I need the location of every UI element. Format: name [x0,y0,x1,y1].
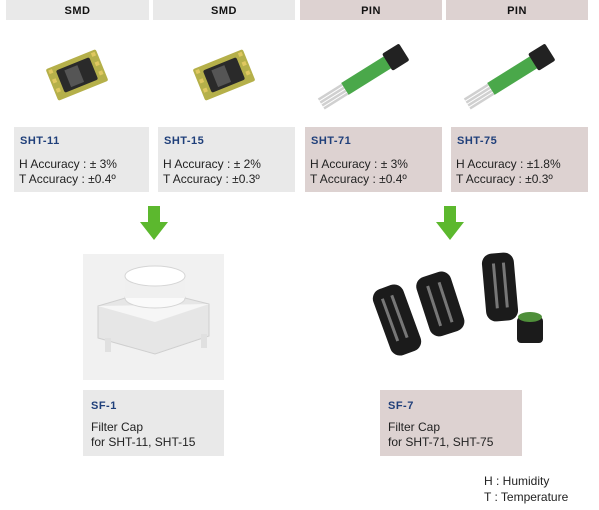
humidity-accuracy: H Accuracy : ±1.8% [456,157,561,171]
header-smd-2: SMD [153,0,295,20]
spec-card-sht15 [158,127,295,192]
cap-card-sf1 [83,390,224,456]
header-smd-1: SMD [6,0,149,20]
cap-model-name: SF-1 [91,400,117,412]
spec-card-sht11 [14,127,149,192]
sf7-filter-cap-image [352,245,550,385]
temperature-accuracy: T Accuracy : ±0.4º [310,172,407,186]
model-name: SHT-15 [164,135,205,147]
sht75-board-image [446,20,591,125]
header-pin-1: PIN [300,0,442,20]
down-arrow-icon [436,206,464,240]
legend-humidity: H : Humidity [484,474,550,488]
temperature-accuracy: T Accuracy : ±0.4º [19,172,116,186]
humidity-accuracy: H Accuracy : ± 3% [19,157,117,171]
cap-description: Filter Cap [91,420,144,434]
model-name: SHT-75 [457,135,498,147]
model-name: SHT-11 [20,135,60,147]
sht11-chip-image [5,20,150,125]
humidity-accuracy: H Accuracy : ± 2% [163,157,261,171]
cap-card-sf7 [380,390,522,456]
spec-card-sht75 [451,127,588,192]
header-pin-2: PIN [446,0,588,20]
cap-description: Filter Cap [388,420,441,434]
cap-compatibility: for SHT-71, SHT-75 [388,435,494,449]
cap-model-name: SF-7 [388,400,414,412]
temperature-accuracy: T Accuracy : ±0.3º [163,172,260,186]
sht15-chip-image [152,20,297,125]
cap-compatibility: for SHT-11, SHT-15 [91,435,196,449]
sf1-filter-cap-image [83,254,224,380]
sht71-board-image [300,20,445,125]
model-name: SHT-71 [311,135,352,147]
legend-temperature: T : Temperature [484,490,569,504]
temperature-accuracy: T Accuracy : ±0.3º [456,172,553,186]
down-arrow-icon [140,206,168,240]
spec-card-sht71 [305,127,442,192]
humidity-accuracy: H Accuracy : ± 3% [310,157,408,171]
